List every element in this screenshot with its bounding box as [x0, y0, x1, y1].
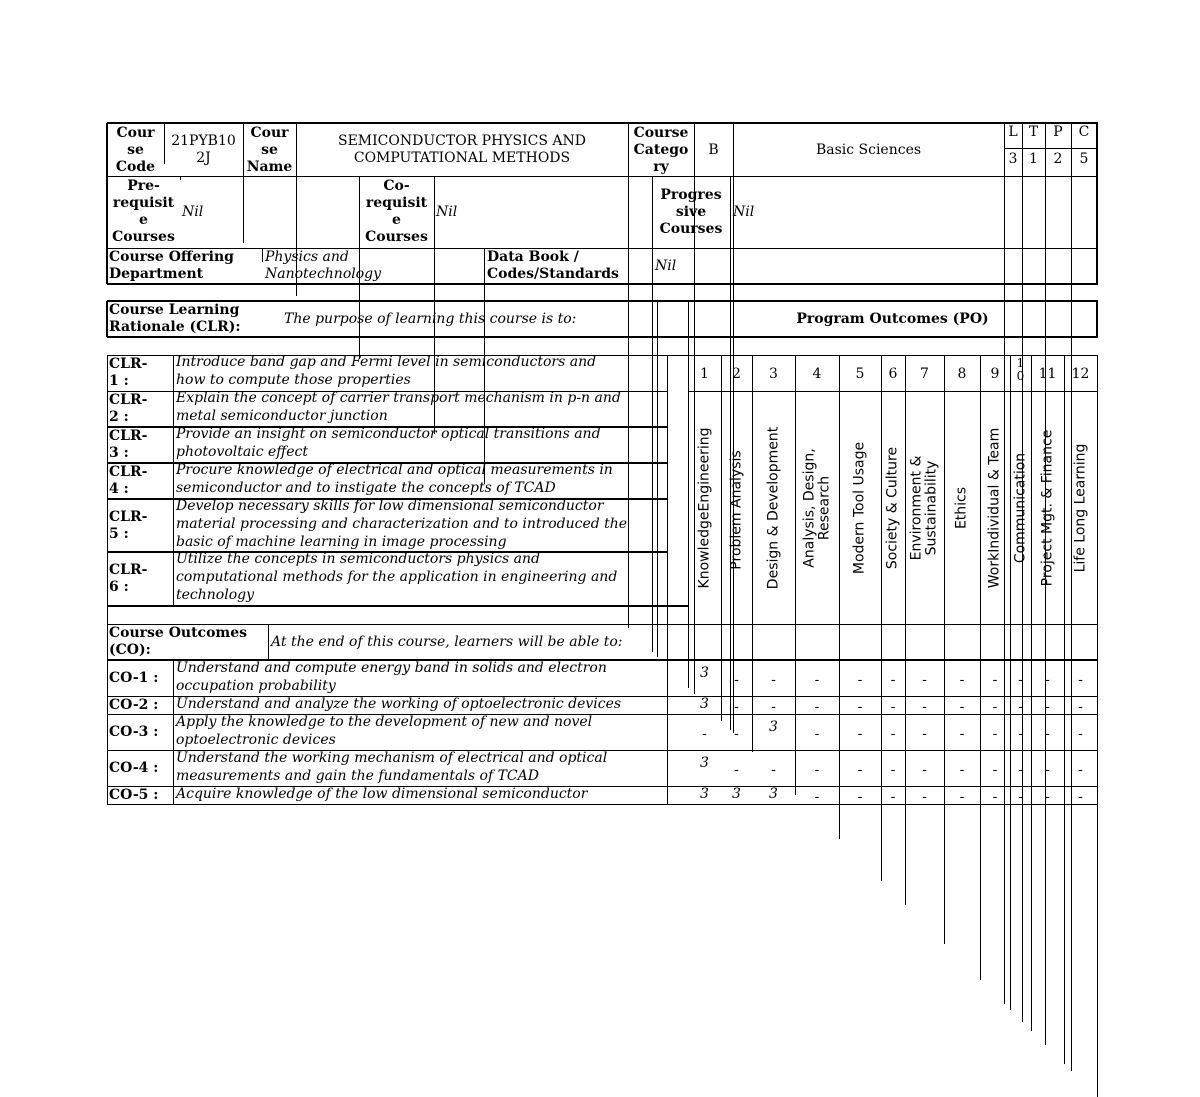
po-col-rule [980, 355, 981, 980]
offering-col-rule [652, 248, 653, 652]
databook-label: Data Book / [487, 249, 579, 265]
co-label: CO-4 : [109, 760, 159, 776]
po-number: 7 [920, 366, 929, 382]
offering-dept-label: Department [109, 266, 204, 282]
co-po-mapping: - [857, 672, 863, 688]
po-name: Communication [1012, 452, 1028, 564]
co-po-mapping: - [857, 699, 863, 715]
co-text: Apply the knowledge to the development of new and novel [176, 714, 593, 730]
course-code-label: Code [115, 159, 156, 175]
co-po-mapping: - [1018, 726, 1023, 742]
ltpc-rule [1004, 148, 1097, 149]
po-name: WorkIndividual & Team [986, 427, 1003, 589]
co-po-mapping: - [734, 726, 739, 742]
po-number: 11 [1038, 366, 1057, 382]
co-po-mapping: - [959, 762, 965, 778]
course-name-value: COMPUTATIONAL METHODS [353, 150, 571, 166]
ltpc-label: C [1078, 124, 1090, 140]
databook-value: Nil [655, 258, 677, 274]
co-po-mapping: - [1045, 762, 1050, 778]
ltpc-value: 3 [1008, 151, 1018, 167]
co-po-mapping: - [734, 672, 739, 688]
co-po-mapping: - [922, 726, 927, 742]
po-number: 6 [888, 366, 898, 382]
databook-label: Codes/Standards [487, 266, 619, 282]
co-po-mapping: - [1078, 726, 1083, 742]
ltpc-label: T [1028, 124, 1039, 140]
table-rule [268, 624, 269, 660]
co-text: optoelectronic devices [176, 732, 336, 748]
co-po-mapping: - [1018, 789, 1023, 805]
course-code-value: 21PYB10 [171, 133, 236, 149]
co-text: occupation probability [176, 678, 336, 694]
po-number: 1 0 [1016, 356, 1025, 383]
po-number: 5 [855, 366, 865, 382]
co-po-mapping: - [814, 762, 820, 778]
header-table-border [107, 283, 1098, 285]
clr-purpose-text: The purpose of learning this course is to: [284, 311, 577, 327]
co-po-mapping: - [1018, 699, 1023, 715]
co-po-mapping: - [857, 789, 863, 805]
clr-text: metal semiconductor junction [176, 408, 388, 424]
category-code: B [708, 142, 719, 158]
clr-header-border [106, 301, 108, 337]
progressive-label: Courses [659, 221, 723, 237]
clr-text: Develop necessary skills for low dimensional semiconductor [176, 498, 604, 514]
co-po-mapping: - [1045, 672, 1050, 688]
po-col-rule [752, 355, 753, 752]
co-po-mapping: - [922, 789, 927, 805]
clr-header-border [107, 336, 1098, 338]
co-po-mapping: - [814, 699, 820, 715]
prerequisite-label: Pre- [127, 178, 160, 194]
co-text: measurements and gain the fundamentals of TCAD [176, 768, 539, 784]
table-rule [107, 605, 688, 607]
header-row-rule [107, 248, 1097, 249]
clr-label: CLR- [109, 562, 148, 578]
po-name: Research [816, 475, 832, 541]
co-po-mapping: - [922, 672, 927, 688]
clr-label: 4 : [109, 481, 129, 497]
offering-dept-value: Nanotechnology [265, 266, 382, 282]
category-name: Basic Sciences [815, 142, 922, 158]
table-rule [667, 355, 668, 804]
progressive-label: sive [675, 204, 707, 220]
course-category-label: Course [633, 125, 689, 141]
co-po-mapping: - [959, 699, 965, 715]
clr-label: CLR- [109, 509, 148, 525]
clr-text: technology [176, 587, 254, 603]
clr-text: how to compute those properties [176, 372, 411, 388]
corequisite-label: e [392, 212, 401, 228]
co-po-mapping: - [1045, 789, 1050, 805]
header-col-rule [243, 123, 244, 243]
co-po-mapping: 3 [700, 665, 709, 681]
co-po-mapping: - [1078, 762, 1083, 778]
co-po-mapping: - [734, 762, 739, 778]
co-po-mapping: - [959, 726, 965, 742]
po-number: 4 [812, 366, 822, 382]
clr-text: Explain the concept of carrier transport mechanism in p-n and [176, 390, 621, 406]
prerequisite-label: requisit [112, 195, 175, 211]
prerequisite-label: Courses [112, 229, 175, 245]
header-table-border [107, 122, 1098, 124]
co-label: CO-2 : [109, 697, 159, 713]
clr-text: semiconductor and to instigate the concepts of TCAD [176, 480, 556, 496]
clr-label: 6 : [109, 579, 129, 595]
co-text: Acquire knowledge of the low dimensional semiconductor [176, 786, 588, 802]
ltpc-value: 5 [1079, 151, 1089, 167]
co-po-mapping: - [814, 726, 820, 742]
table-rule [688, 624, 1097, 625]
po-name: Project Mgt. & Finance [1039, 429, 1055, 587]
co-po-mapping: - [1018, 672, 1023, 688]
co-po-mapping: - [890, 699, 896, 715]
ltpc-value: 1 [1029, 151, 1038, 167]
co-po-mapping: - [1018, 762, 1023, 778]
program-outcomes-title: Program Outcomes (PO) [796, 311, 989, 327]
co-po-mapping: - [734, 699, 739, 715]
co-header-text: At the end of this course, learners will be able to: [271, 634, 623, 650]
corequisite-label: requisit [365, 195, 428, 211]
clr-label: CLR- [109, 392, 148, 408]
progressive-value: Nil [733, 204, 755, 220]
co-text: Understand the working mechanism of electrical and optical [176, 750, 608, 766]
po-number: 9 [990, 366, 1000, 382]
corequisite-value: Nil [436, 204, 458, 220]
po-name: Problem Analysis [728, 450, 744, 570]
co-po-mapping: - [922, 762, 927, 778]
po-number: 3 [769, 366, 778, 382]
offering-col-rule [262, 248, 263, 262]
co-po-mapping: - [814, 672, 820, 688]
offering-dept-value: Physics and [265, 249, 349, 265]
clr-header-label: Rationale (CLR): [109, 319, 241, 335]
po-name: Ethics [953, 486, 970, 530]
co-po-mapping: - [771, 699, 776, 715]
corequisite-label: Co- [383, 178, 410, 194]
co-po-mapping: - [959, 789, 965, 805]
po-number: 8 [957, 366, 967, 382]
course-category-label: ry [653, 159, 669, 175]
co-po-mapping: - [702, 726, 707, 742]
co-po-mapping: - [1078, 699, 1083, 715]
ltpc-label: L [1008, 124, 1018, 140]
po-name: Society & Culture [884, 446, 901, 570]
clr-label: 2 : [109, 409, 129, 425]
ltpc-value: 2 [1053, 151, 1063, 167]
co-po-mapping: 3 [700, 786, 709, 802]
clr-text: Provide an insight on semiconductor optical transitions and [176, 426, 601, 442]
corequisite-label: Courses [365, 229, 428, 245]
po-name: Analysis, Design, [801, 448, 817, 568]
header-col-rule [1071, 123, 1072, 1071]
header-col-rule [1022, 123, 1023, 1022]
co-po-mapping: - [959, 672, 965, 688]
co-text: Understand and compute energy band in solids and electron [176, 660, 607, 676]
po-col-rule [1031, 355, 1032, 1031]
course-code-value: 2J [196, 150, 211, 166]
co-text: Understand and analyze the working of optoelectronic devices [176, 696, 622, 712]
po-name: Environment & [908, 455, 925, 561]
course-name-label: se [261, 142, 278, 158]
po-number: 2 [732, 366, 741, 382]
po-name: Sustainability [923, 460, 940, 556]
clr-text: Utilize the concepts in semiconductors physics and [176, 551, 540, 567]
co-po-mapping: - [992, 762, 998, 778]
clr-label: 1 : [109, 373, 129, 389]
clr-header-border [107, 300, 1098, 302]
co-label: CO-1 : [109, 670, 159, 686]
header-row-rule [107, 176, 1097, 177]
course-name-label: Name [246, 159, 293, 175]
prerequisite-value: Nil [182, 204, 204, 220]
po-name: Design & Development [765, 426, 781, 590]
co-po-mapping: - [890, 762, 896, 778]
co-po-mapping: - [890, 789, 896, 805]
po-col-rule [688, 355, 689, 688]
co-po-mapping: 3 [700, 696, 709, 712]
prereq-col-rule [180, 176, 181, 180]
co-po-mapping: - [814, 789, 820, 805]
ltpc-label: P [1053, 124, 1063, 140]
outcomes-table-border [107, 355, 108, 804]
co-po-mapping: - [890, 672, 896, 688]
co-po-mapping: - [857, 726, 863, 742]
offering-dept-label: Course Offering [109, 249, 234, 265]
po-name: Life Long Learning [1072, 443, 1088, 573]
po-col-rule [944, 355, 945, 944]
clr-text: Procure knowledge of electrical and optical measurements in [176, 462, 613, 478]
co-po-mapping: 3 [769, 719, 778, 735]
table-rule [173, 355, 174, 606]
clr-label: CLR- [109, 356, 148, 372]
po-col-rule [1097, 355, 1098, 1097]
co-po-mapping: - [992, 789, 998, 805]
clr-label: CLR- [109, 428, 148, 444]
progressive-label: Progres [660, 187, 722, 203]
clr-label: CLR- [109, 464, 148, 480]
po-col-rule [721, 355, 722, 721]
co-po-mapping: 3 [700, 755, 709, 771]
course-code-label: se [127, 142, 144, 158]
co-po-mapping: - [771, 672, 776, 688]
po-number: 12 [1071, 366, 1090, 382]
course-name-value: SEMICONDUCTOR PHYSICS AND [338, 133, 586, 149]
clr-text: Introduce band gap and Fermi level in semiconductors and [176, 354, 597, 370]
prerequisite-label: e [139, 212, 148, 228]
co-po-mapping: - [1045, 726, 1050, 742]
co-po-mapping: - [992, 699, 998, 715]
co-label: CO-3 : [109, 724, 159, 740]
clr-header-label: Course Learning [109, 302, 240, 318]
course-code-label: Cour [116, 125, 155, 141]
co-po-mapping: - [1078, 672, 1083, 688]
co-po-mapping: 3 [769, 786, 778, 802]
header-col-rule [1004, 123, 1005, 1004]
co-po-mapping: - [1078, 789, 1083, 805]
clr-text: photovoltaic effect [176, 444, 308, 460]
po-name: KnowledgeEngineering [696, 427, 712, 589]
co-po-mapping: - [857, 762, 863, 778]
co-po-mapping: - [922, 699, 927, 715]
po-number: 1 [700, 366, 709, 382]
po-col-rule [905, 355, 906, 905]
co-header-label: (CO): [109, 642, 151, 658]
clr-text: computational methods for the application in engineering and [176, 569, 618, 585]
po-name: Modern Tool Usage [851, 441, 868, 575]
clr-label: 3 : [109, 445, 129, 461]
table-rule [173, 660, 174, 804]
co-po-mapping: - [890, 726, 896, 742]
co-po-mapping: 3 [732, 786, 741, 802]
clr-text: material processing and characterization and to introduced the [176, 516, 628, 532]
co-po-mapping: - [992, 726, 998, 742]
po-header-rule [688, 391, 1097, 392]
course-name-label: Cour [250, 125, 289, 141]
co-po-mapping: - [771, 762, 776, 778]
clr-label: 5 : [109, 526, 129, 542]
co-header-label: Course Outcomes [109, 625, 248, 641]
co-po-mapping: - [1045, 699, 1050, 715]
co-po-mapping: - [992, 672, 998, 688]
co-label: CO-5 : [109, 787, 159, 803]
course-category-label: Catego [633, 142, 689, 158]
clr-text: basic of machine learning in image processing [176, 534, 507, 550]
